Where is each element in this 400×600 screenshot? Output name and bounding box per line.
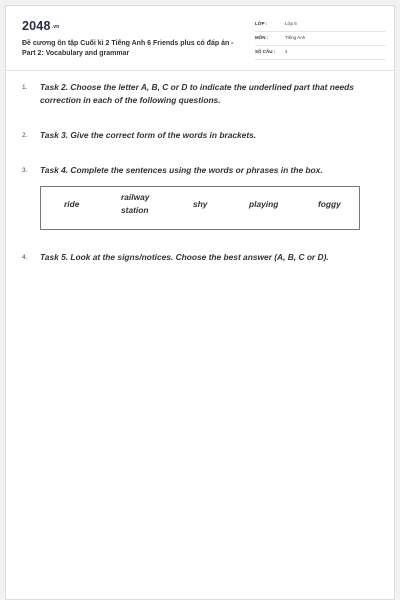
word-box-item: railway station: [121, 192, 150, 215]
meta-class-key: LỚP :: [255, 21, 268, 26]
question-number: 3.: [22, 167, 28, 174]
meta-class-value: Lớp 6: [285, 21, 297, 26]
question-text: Task 3. Give the correct form of the words in brackets.: [40, 130, 257, 140]
meta-count-key: SỐ CÂU :: [255, 49, 276, 54]
meta-class-row: [255, 18, 386, 32]
meta-subject-value: Tiếng Anh: [285, 35, 306, 40]
meta-count-value: 4: [285, 49, 288, 54]
meta-subject-key: MÔN :: [255, 35, 269, 40]
meta-count-row: [255, 46, 386, 60]
question-1: [22, 81, 382, 107]
word-box-item: foggy: [318, 199, 341, 209]
meta-subject-row: [255, 32, 386, 46]
document-title: Đề cương ôn tập Cuối kì 2 Tiếng Anh 6 Friends plus có đáp án - Part 2: Vocabulary and grammar: [22, 40, 234, 57]
document-meta: [255, 18, 386, 60]
question-text: Task 2. Choose the letter A, B, C or D to indicate the underlined part that needs correction in each of the following questions.: [40, 82, 354, 105]
question-text: Task 4. Complete the sentences using the words or phrases in the box.: [40, 165, 323, 175]
word-box-item: playing: [249, 199, 279, 209]
question-text: Task 5. Look at the signs/notices. Choose the best answer (A, B, C or D).: [40, 252, 329, 262]
logo-suffix: .vn: [51, 24, 60, 30]
word-box-item: shy: [193, 199, 208, 209]
word-box-item: ride: [64, 199, 80, 209]
document-header: [6, 6, 394, 71]
document-page: [5, 5, 395, 600]
site-logo[interactable]: 2048.vn: [22, 19, 60, 33]
word-box: [40, 186, 360, 230]
question-4: [22, 251, 382, 264]
question-number: 2.: [22, 132, 28, 139]
question-number: 1.: [22, 84, 28, 91]
question-2: [22, 129, 382, 142]
question-3: [22, 164, 382, 177]
question-number: 4.: [22, 254, 28, 261]
